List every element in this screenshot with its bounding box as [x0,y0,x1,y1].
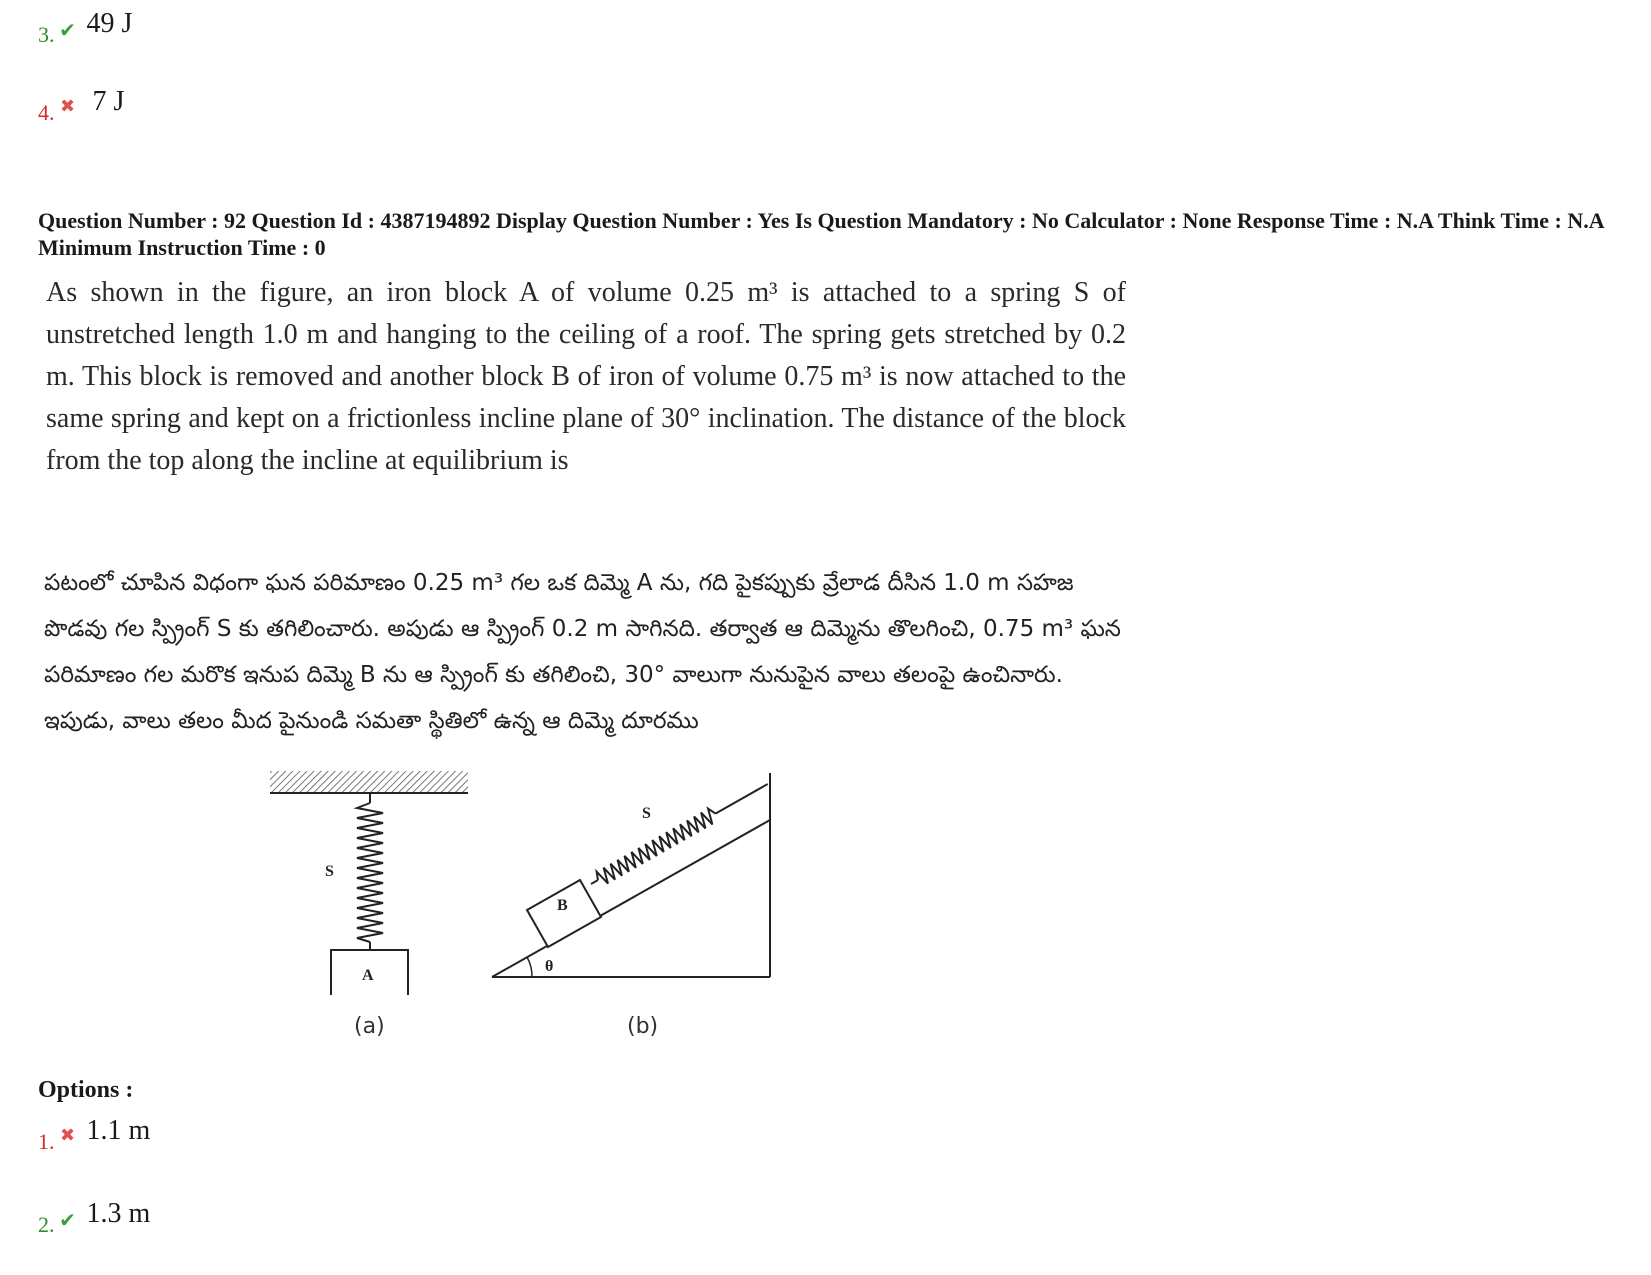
angle-label: θ [545,958,554,975]
caption-a: (a) [354,1014,385,1039]
option-2 [38,1198,150,1238]
option-value: 1.3 m [86,1198,151,1229]
question-text-telugu: పటంలో చూపిన విధంగా ఘన పరిమాణం 0.25 m³ గల ఒక దిమ్మె A ను, గది పైకప్పుకు వ్రేలాడ దీసిన 1.0 m సహజ పొడవు గల స్ప్రింగ్ S కు తగిలించారు. అపుడు ఆ స్ప్రింగ్ 0.2 m సాగినది. తర్వాత ఆ దిమ్మెను తొలగించి, 0.75 m³ ఘన పరిమాణం గల మరొక ఇనుప దిమ్మె B ను ఆ స్ప్రింగ్ కు తగిలించి, 30° వాలుగా నునుపైన వాలు తలంపై ఉంచినారు. ఇపుడు, వాలు తలం మీద పైనుండి సమతా స్థితిలో ఉన్న ఆ దిమ్మె దూరము [44,570,1121,734]
block-a-label: A [362,967,374,984]
question-metadata: Question Number : 92 Question Id : 4387194892 Display Question Number : Yes Is Question Mandatory : No Calculator : None Response Time : N.A Think Time : N.A Minimum Instruction Time : 0 [38,208,1604,260]
options-label: Options : [38,1077,134,1103]
caption-b: (b) [627,1014,659,1039]
prev-option-4 [38,86,124,126]
incline-plane [492,773,770,977]
check-icon: ✔ [59,1210,76,1232]
spring-b-label: S [642,805,651,822]
block-b-label: B [557,897,568,914]
check-icon: ✔ [59,20,76,42]
option-number: 4. [38,100,55,125]
prev-option-3 [38,8,132,48]
physics-figure [270,765,830,1060]
option-value: 49 J [86,8,133,39]
spring-a-label: S [325,863,334,880]
cross-icon: ✖ [59,1125,76,1145]
option-value: 1.1 m [86,1115,151,1146]
ceiling [270,771,468,793]
option-number: 2. [38,1212,55,1237]
option-1 [38,1115,150,1155]
spring-a [357,793,383,950]
cross-icon: ✖ [59,96,76,116]
option-number: 3. [38,22,55,47]
option-value: 7 J [92,86,125,117]
option-number: 1. [38,1129,55,1154]
question-text-english: As shown in the figure, an iron block A of volume 0.25 m³ is attached to a spring S of unstretched length 1.0 m and hanging to the ceiling of a roof. The spring gets stretched by 0.2 m. This block is removed and another block B of iron of volume 0.75 m³ is now attached to the same spring and kept on a frictionless incline plane of 30° inclination. The distance of the block from the top along the incline at equilibrium is [46,277,1126,476]
